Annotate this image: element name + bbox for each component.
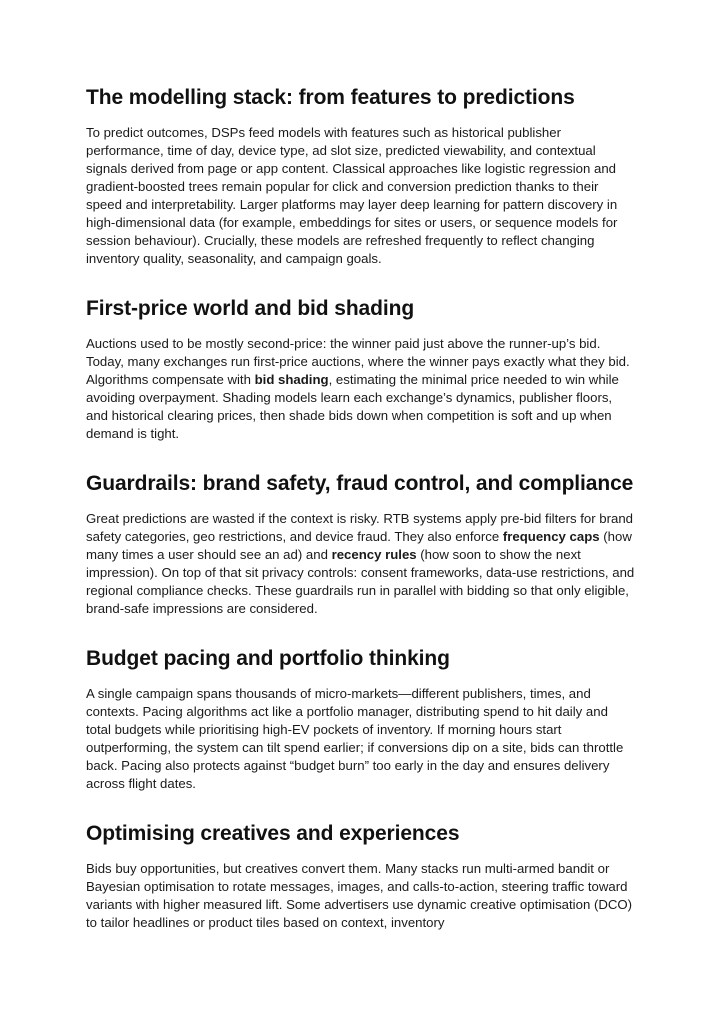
text-run: Bids buy opportunities, but creatives convert them. Many stacks run multi-armed bandit or Bayesian optimisation to rotate messages, images, and calls-to-action, steering traffic toward variants with higher measured lift. Some advertisers use dynamic creative optimisation (DCO) to tailor headlines or product tiles based on context, inventory bbox=[86, 861, 633, 930]
text-run: Auctions used to be mostly second-price: the winner paid just above the runner-up’s bid. Today, many exchanges run first-price auctions, where the winner pays exactly what they bid. Algorithms compensate with bbox=[86, 336, 630, 387]
document-page bbox=[86, 84, 636, 959]
section-heading: The modelling stack: from features to predictions bbox=[86, 86, 575, 109]
section-heading: Optimising creatives and experiences bbox=[86, 822, 460, 845]
section-bid-shading bbox=[86, 295, 636, 443]
section-modelling-stack bbox=[86, 84, 636, 268]
text-run: (how soon to show the next impression). On top of that sit privacy controls: consent frameworks, data-use restrictions, and regional compliance checks. These guardrails run in parallel with bidding so that only eligible, brand-safe impressions are considered. bbox=[86, 547, 635, 616]
text-run: A single campaign spans thousands of micro-markets—different publishers, times, and contexts. Pacing algorithms act like a portfolio manager, distributing spend to hit daily and total budgets while prioritising high-EV pockets of inventory. If morning hours start outperforming, the system can tilt spend earlier; if conversions dip on a site, bids can throttle back. Pacing also protects against “budget burn” too early in the day and ensures delivery across flight dates. bbox=[86, 686, 624, 791]
text-run: Great predictions are wasted if the context is risky. RTB systems apply pre-bid filters for brand safety categories, geo restrictions, and device fraud. They also enforce bbox=[86, 511, 634, 544]
section-paragraph bbox=[86, 860, 636, 932]
section-paragraph bbox=[86, 335, 636, 443]
section-heading: Budget pacing and portfolio thinking bbox=[86, 647, 450, 670]
section-paragraph bbox=[86, 510, 636, 618]
bold-term: bid shading bbox=[254, 372, 329, 387]
text-run: , estimating the minimal price needed to win while avoiding overpayment. Shading models learn each exchange’s dynamics, publisher floors, and historical clearing prices, then shade bids down when competition is soft and up when demand is tight. bbox=[86, 372, 619, 441]
section-budget-pacing bbox=[86, 645, 636, 793]
bold-term: frequency caps bbox=[502, 529, 600, 544]
text-run: To predict outcomes, DSPs feed models with features such as historical publisher performance, time of day, device type, ad slot size, predicted viewability, and contextual signals derived from page or app content. Classical approaches like logistic regression and gradient-boosted trees remain popular for click and conversion prediction thanks to their speed and interpretability. Larger platforms may layer deep learning for pattern discovery in high-dimensional data (for example, embeddings for sites or users, or sequence models for session behaviour). Crucially, these models are refreshed frequently to reflect changing inventory quality, seasonality, and campaign goals. bbox=[86, 125, 618, 266]
bold-term: recency rules bbox=[331, 547, 417, 562]
section-guardrails bbox=[86, 470, 636, 618]
section-creatives bbox=[86, 820, 636, 932]
section-heading: First-price world and bid shading bbox=[86, 297, 415, 320]
section-paragraph bbox=[86, 124, 636, 268]
section-paragraph bbox=[86, 685, 636, 793]
text-run: (how many times a user should see an ad) and bbox=[86, 529, 632, 562]
section-heading: Guardrails: brand safety, fraud control, and compliance bbox=[86, 472, 634, 495]
